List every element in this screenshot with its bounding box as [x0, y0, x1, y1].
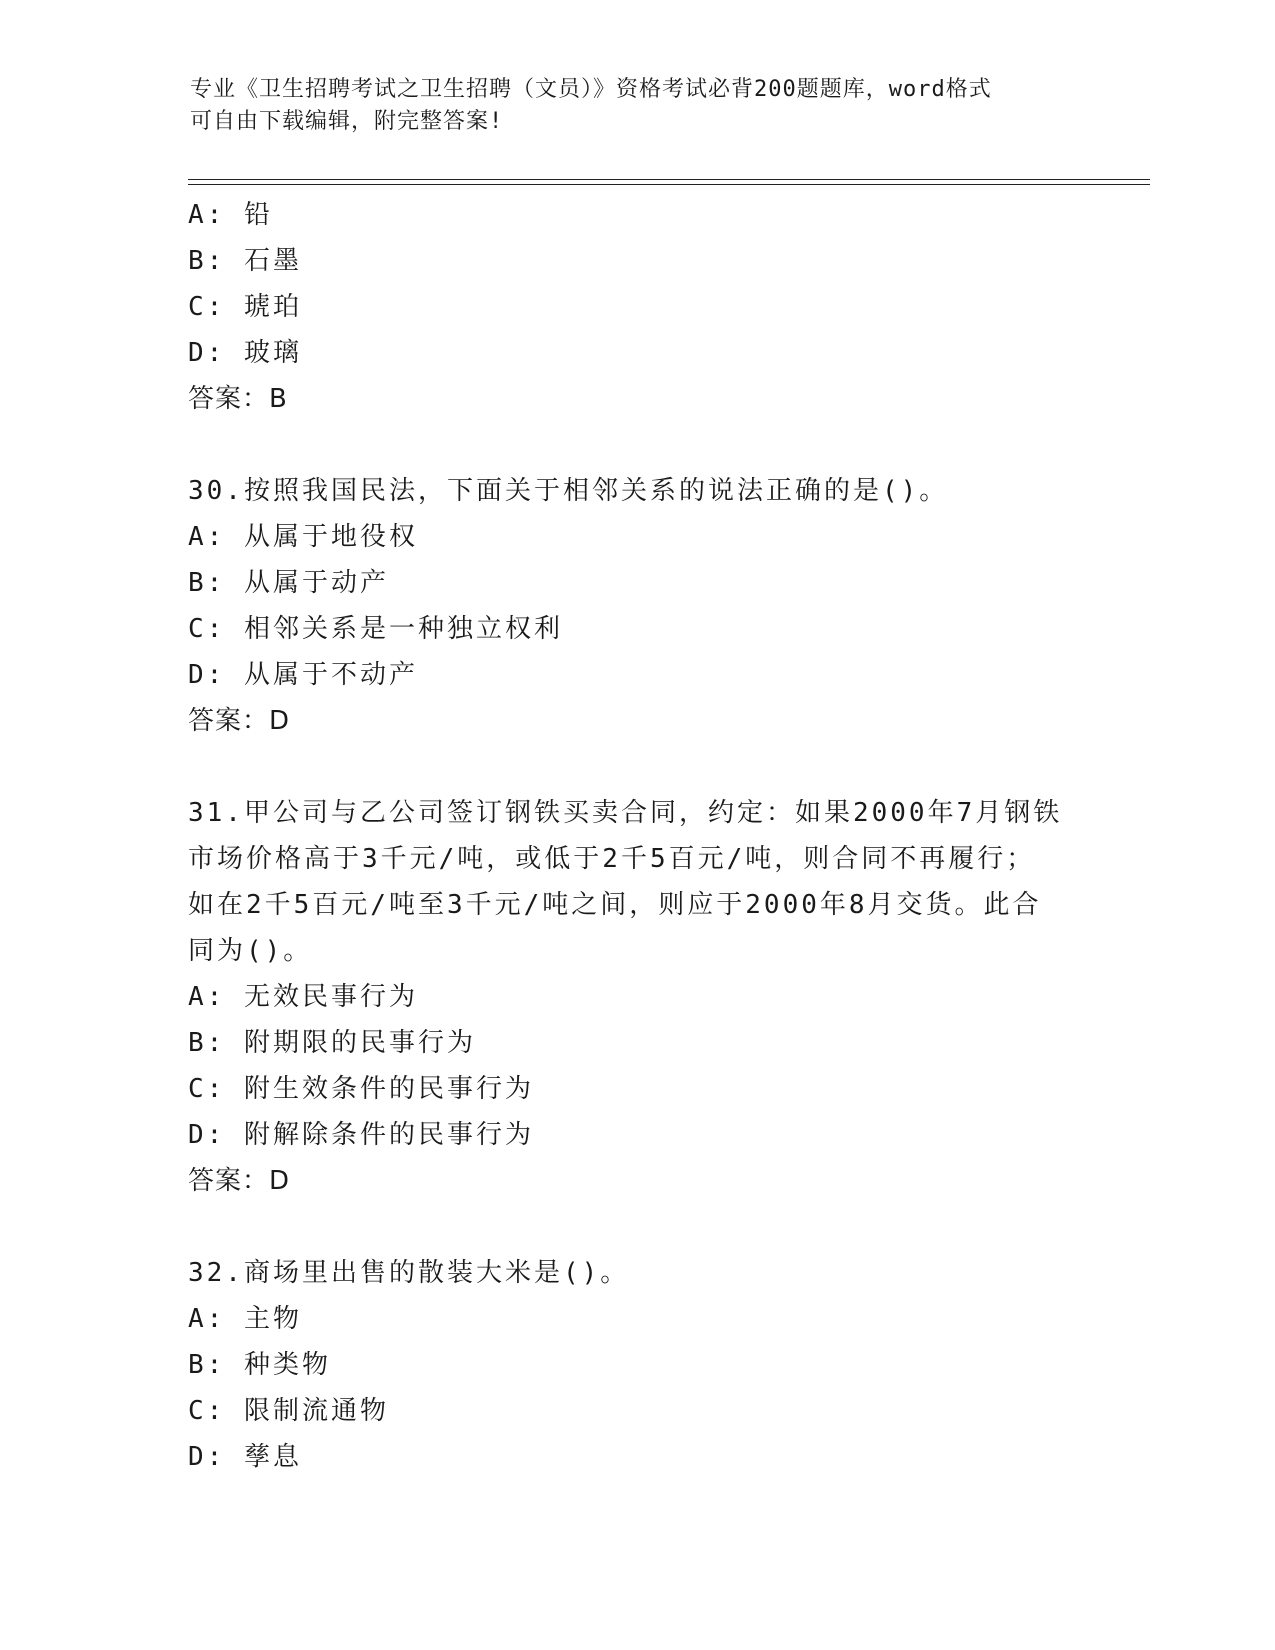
- question-text: 31.甲公司与乙公司签订钢铁买卖合同，约定：如果2000年7月钢铁: [188, 798, 1063, 828]
- header-line-1: 专业《卫生招聘考试之卫生招聘（文员）》资格考试必背200题题库，word格式: [190, 77, 992, 102]
- spacer: [188, 422, 1088, 468]
- answer-line: 答案：B: [188, 384, 288, 414]
- spacer: [188, 1204, 1088, 1250]
- option-a: A: 无效民事行为: [188, 982, 418, 1012]
- option-b: B: 附期限的民事行为: [188, 1028, 476, 1058]
- document-header: [190, 74, 1090, 138]
- option-d: D: 玻璃: [188, 338, 302, 368]
- option-b: B: 从属于动产: [188, 568, 389, 598]
- option-a: A: 铅: [188, 200, 273, 230]
- header-rule-top: [188, 179, 1150, 180]
- question-text: 32.商场里出售的散装大米是()。: [188, 1258, 630, 1288]
- spacer: [188, 744, 1088, 790]
- question-text: 30.按照我国民法，下面关于相邻关系的说法正确的是()。: [188, 476, 949, 506]
- question-list: [188, 192, 1088, 1480]
- question-text: 同为()。: [188, 936, 313, 966]
- option-b: B: 种类物: [188, 1350, 331, 1380]
- option-a: A: 从属于地役权: [188, 522, 418, 552]
- option-d: D: 从属于不动产: [188, 660, 418, 690]
- option-c: C: 相邻关系是一种独立权利: [188, 614, 563, 644]
- question-block: [188, 468, 1088, 744]
- option-b: B: 石墨: [188, 246, 302, 276]
- question-block: [188, 192, 1088, 422]
- option-c: C: 附生效条件的民事行为: [188, 1074, 534, 1104]
- option-c: C: 琥珀: [188, 292, 302, 322]
- option-d: D: 孳息: [188, 1442, 302, 1472]
- header-rule-bottom: [188, 184, 1150, 185]
- option-c: C: 限制流通物: [188, 1396, 389, 1426]
- option-a: A: 主物: [188, 1304, 302, 1334]
- header-line-2: 可自由下载编辑，附完整答案!: [190, 109, 504, 134]
- answer-line: 答案：D: [188, 706, 291, 736]
- answer-line: 答案：D: [188, 1166, 291, 1196]
- question-block: [188, 790, 1088, 1204]
- question-text: 如在2千5百元/吨至3千元/吨之间，则应于2000年8月交货。此合: [188, 890, 1042, 920]
- question-text: 市场价格高于3千元/吨，或低于2千5百元/吨，则合同不再履行；: [188, 844, 1036, 874]
- question-block: [188, 1250, 1088, 1480]
- option-d: D: 附解除条件的民事行为: [188, 1120, 534, 1150]
